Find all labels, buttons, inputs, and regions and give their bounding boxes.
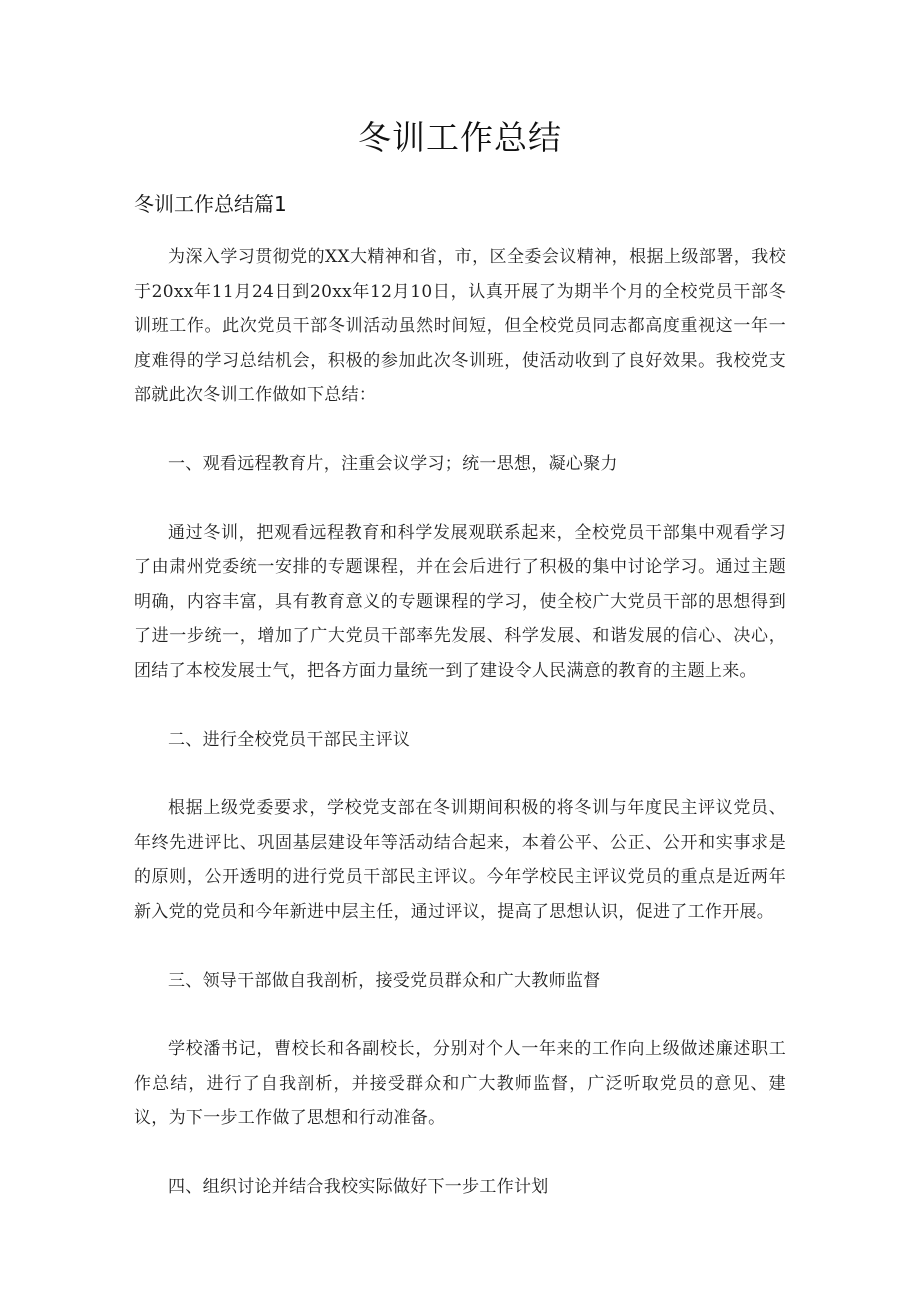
paragraph-1: 通过冬训，把观看远程教育和科学发展观联系起来，全校党员干部集中观看学习了由肃州党委统一安排的专题课程，并在会后进行了积极的集中讨论学习。通过主题明确，内容丰富，具有教育意义的专题课程的学习，使全校广大党员干部的思想得到了进一步统一，增加了广大党员干部率先发展、科学发展、和谐发展的信心、决心，团结了本校发展士气，把各方面力量统一到了建设令人民满意的教育的主题上来。 — [134, 522, 786, 681]
section-heading: 冬训工作总结篇1 — [134, 192, 287, 216]
subheading-3: 三、领导干部做自我剖析，接受党员群众和广大教师监督 — [168, 970, 601, 991]
subheading-1: 一、观看远程教育片，注重会议学习；统一思想，凝心聚力 — [168, 453, 618, 474]
subheading-2: 二、进行全校党员干部民主评议 — [168, 729, 411, 750]
document-title: 冬训工作总结 — [358, 118, 562, 157]
paragraph-intro: 为深入学习贯彻党的XX大精神和省，市，区全委会议精神，根据上级部署，我校于20xx年11月24日到20xx年12月10日，认真开展了为期半个月的全校党员干部冬训班工作。此次党员干部冬训活动虽然时间短，但全校党员同志都高度重视这一年一度难得的学习总结机会，积极的参加此次冬训班，使活动收到了良好效果。我校党支部就此次冬训工作做如下总结： — [134, 247, 786, 406]
subheading-4: 四、组织讨论并结合我校实际做好下一步工作计划 — [168, 1176, 549, 1197]
document-body — [134, 240, 786, 1204]
paragraph-3: 学校潘书记，曹校长和各副校长，分别对个人一年来的工作向上级做述廉述职工作总结，进行了自我剖析，并接受群众和广大教师监督，广泛听取党员的意见、建议，为下一步工作做了思想和行动准备。 — [134, 1039, 786, 1129]
paragraph-2: 根据上级党委要求，学校党支部在冬训期间积极的将冬训与年度民主评议党员、年终先进评比、巩固基层建设年等活动结合起来，本着公平、公正、公开和实事求是的原则，公开透明的进行党员干部民主评议。今年学校民主评议党员的重点是近两年新入党的党员和今年新进中层主任，通过评议，提高了思想认识，促进了工作开展。 — [134, 798, 786, 922]
